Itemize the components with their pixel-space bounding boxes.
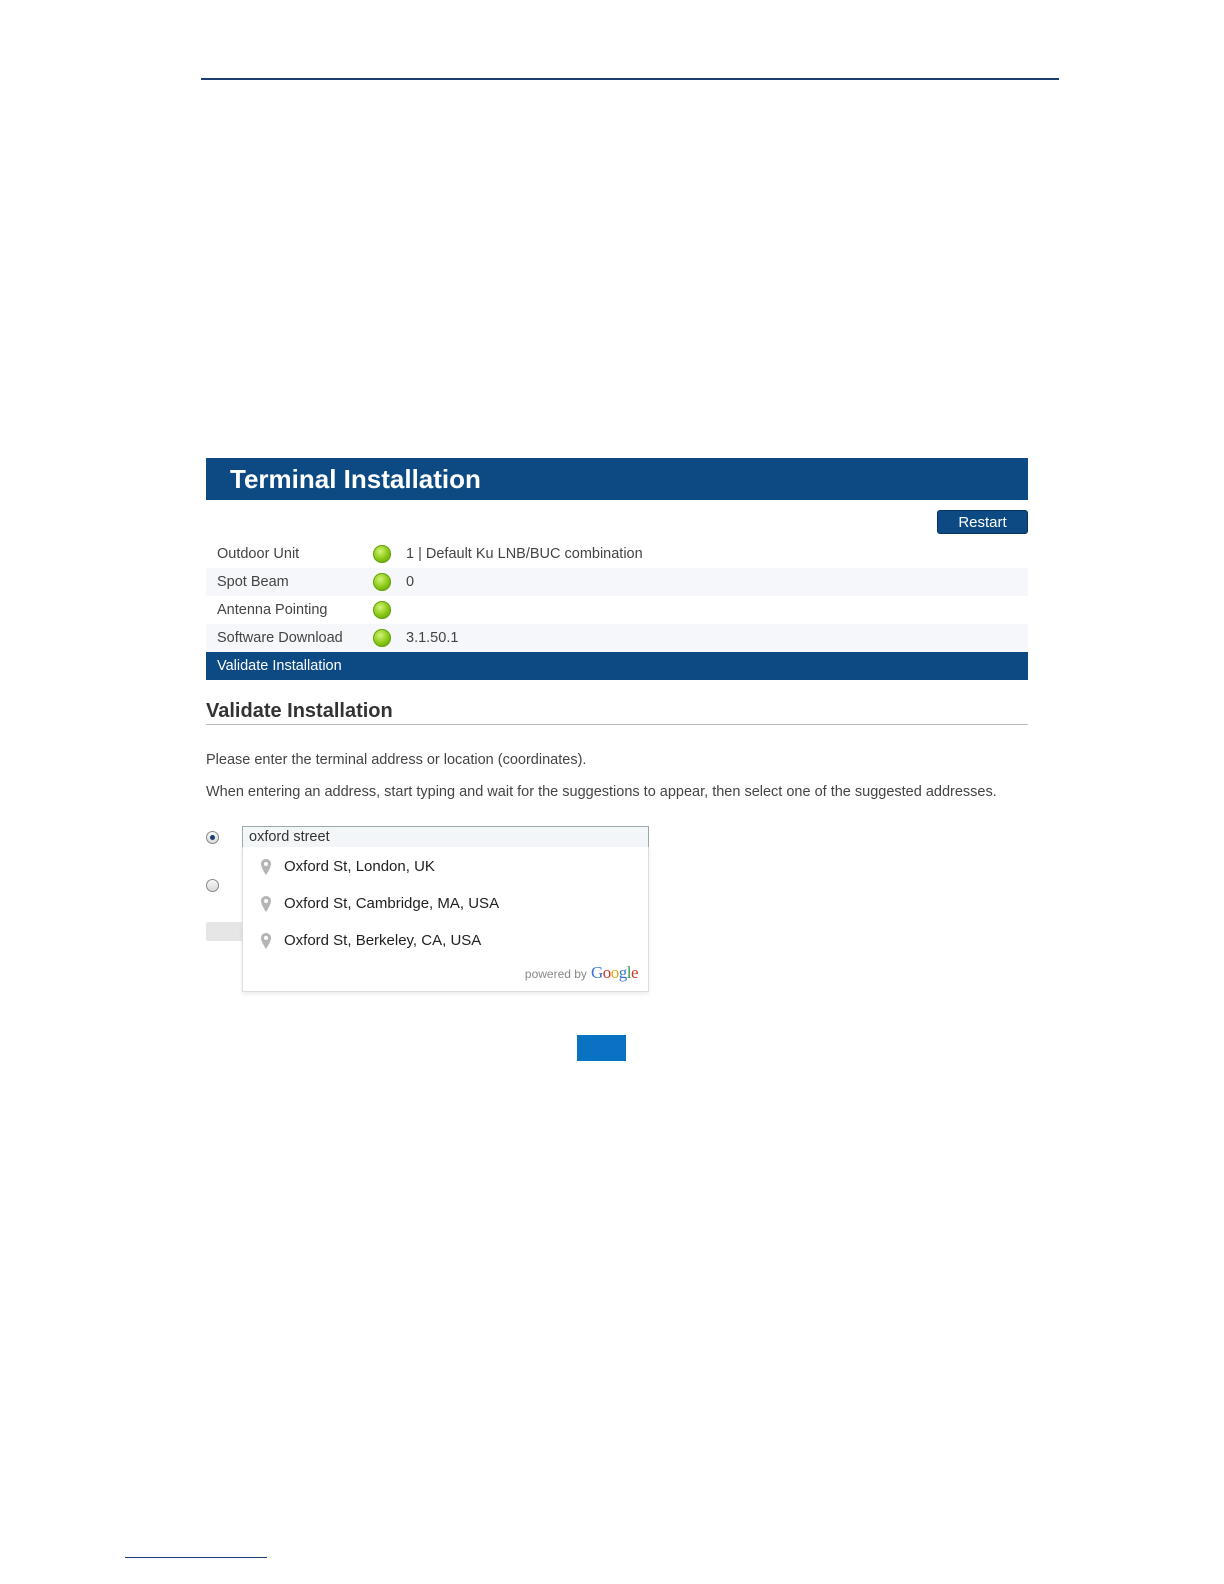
step-row-outdoor-unit xyxy=(206,540,1028,568)
footnote-rule xyxy=(125,1557,267,1558)
google-logo: Google xyxy=(590,963,638,982)
highlight-block xyxy=(577,1035,626,1061)
status-ok-icon xyxy=(373,573,391,591)
address-suggestions-dropdown xyxy=(242,847,649,992)
active-step-validate-installation: Validate Installation xyxy=(206,652,1028,680)
section-title: Validate Installation xyxy=(206,700,1028,725)
map-pin-icon xyxy=(259,858,273,876)
coordinates-radio[interactable] xyxy=(206,879,219,892)
step-label: Software Download xyxy=(217,630,343,646)
suggestion-label: Oxford St, Berkeley, CA, USA xyxy=(284,932,482,949)
google-attribution xyxy=(525,963,638,983)
status-ok-icon xyxy=(373,629,391,647)
obscured-button[interactable] xyxy=(206,922,246,941)
instruction-text: When entering an address, start typing and wait for the suggestions to appear, then select one of the suggested addresses. xyxy=(206,784,997,800)
step-row-software-download xyxy=(206,624,1028,652)
status-ok-icon xyxy=(373,545,391,563)
status-ok-icon xyxy=(373,601,391,619)
suggestion-label: Oxford St, London, UK xyxy=(284,858,435,875)
suggestion-item[interactable] xyxy=(243,848,648,885)
step-value: 3.1.50.1 xyxy=(406,630,459,646)
installation-panel xyxy=(206,458,1028,680)
map-pin-icon xyxy=(259,932,273,950)
address-search-input[interactable] xyxy=(242,826,649,847)
step-row-spot-beam xyxy=(206,568,1028,596)
page-title: Terminal Installation xyxy=(206,458,1028,500)
page-top-rule xyxy=(201,78,1059,80)
suggestion-item[interactable] xyxy=(243,922,648,959)
address-radio[interactable] xyxy=(206,831,219,844)
step-row-antenna-pointing xyxy=(206,596,1028,624)
step-label: Spot Beam xyxy=(217,574,289,590)
step-value: 0 xyxy=(406,574,415,590)
map-pin-icon xyxy=(259,895,273,913)
step-label: Outdoor Unit xyxy=(217,546,300,562)
step-label: Antenna Pointing xyxy=(217,602,328,618)
powered-by-text: powered by xyxy=(524,967,587,981)
step-value: 1 | Default Ku LNB/BUC combination xyxy=(406,546,643,562)
suggestion-label: Oxford St, Cambridge, MA, USA xyxy=(284,895,500,912)
instruction-text: Please enter the terminal address or location (coordinates). xyxy=(206,752,587,768)
suggestion-item[interactable] xyxy=(243,885,648,922)
toolbar xyxy=(206,500,1028,540)
restart-button[interactable]: Restart xyxy=(937,510,1028,534)
